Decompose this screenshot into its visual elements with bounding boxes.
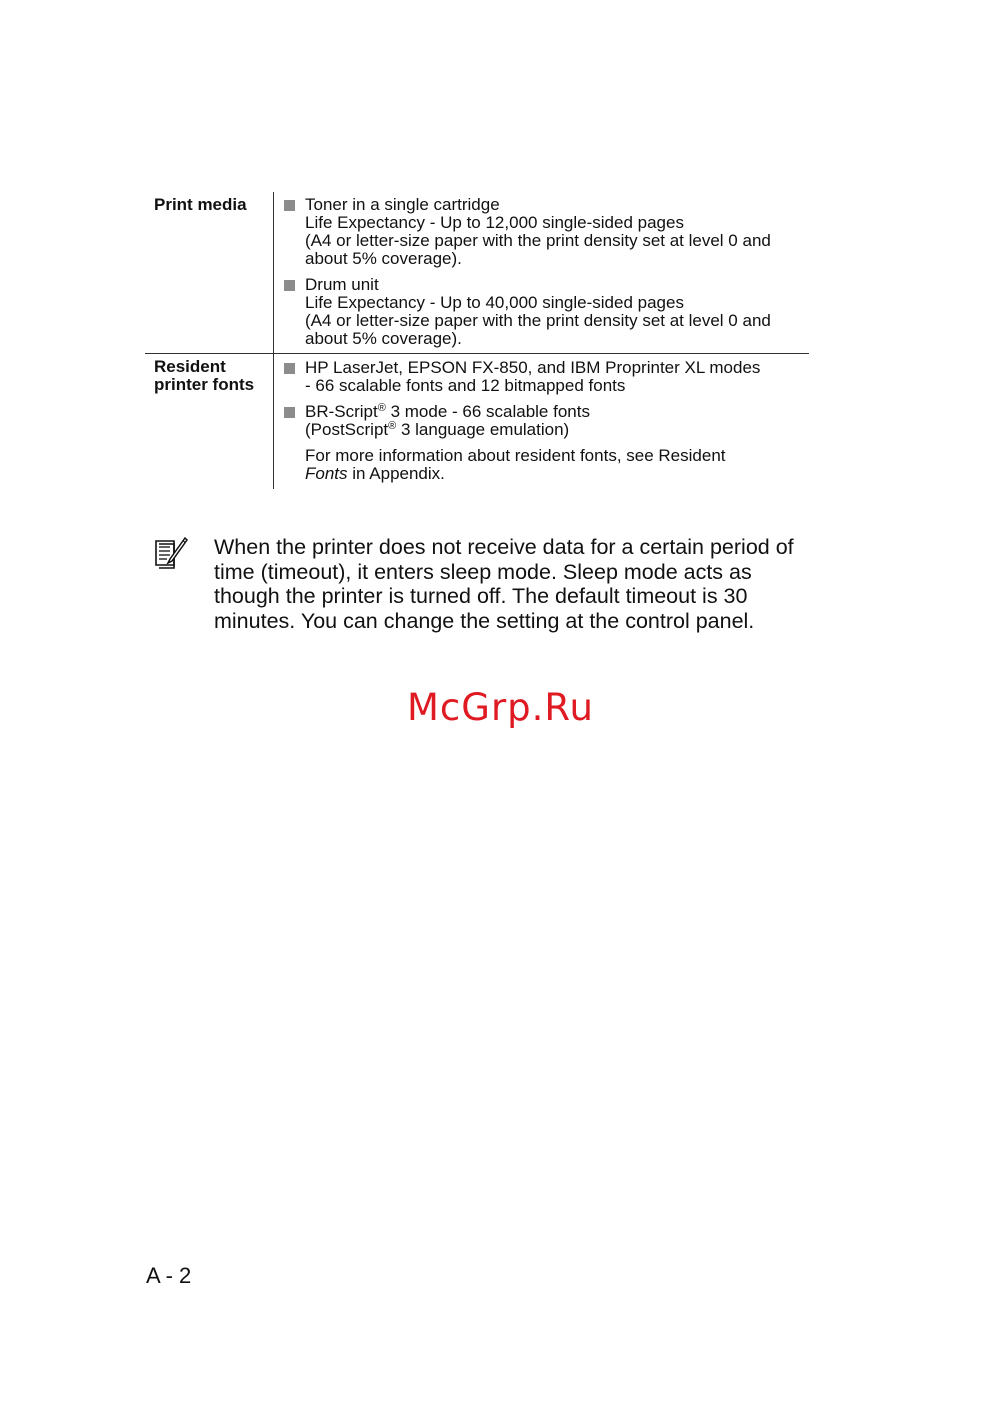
note-text [214,535,824,633]
info-paragraph [282,447,809,483]
bullet-item [282,359,809,395]
note-line: minutes. You can change the setting at the control panel. [214,608,755,633]
bullet-line: (A4 or letter-size paper with the print density set at level 0 and [305,311,771,330]
watermark: McGrp.Ru [407,686,594,729]
bullet-line: BR-Script® 3 mode - 66 scalable fonts [305,402,590,421]
bullet-line: (A4 or letter-size paper with the print density set at level 0 and [305,231,771,250]
bullet-item [282,196,809,268]
square-bullet-icon [284,363,295,374]
row-label-line: Print media [154,195,247,214]
square-bullet-icon [284,280,295,291]
note-line: though the printer is turned off. The default timeout is 30 [214,584,748,608]
spec-row-resident-fonts [145,353,809,489]
note-line: When the printer does not receive data for a certain period of [214,535,794,559]
bullet-line: Drum unit [305,275,379,294]
bullet-line: - 66 scalable fonts and 12 bitmapped fonts [305,376,626,395]
row-content [274,354,809,489]
spec-row-print-media [145,192,809,353]
bullet-line: about 5% coverage). [305,249,462,268]
bullet-item [282,276,809,348]
paragraph-line: Fonts in Appendix. [305,464,445,483]
registered-mark: ® [377,402,386,414]
bullet-line: Toner in a single cartridge [305,195,500,214]
row-label-line: Resident [154,357,226,376]
registered-mark: ® [388,420,397,432]
note-icon [152,535,188,571]
italic-link-text: Fonts [305,464,348,483]
row-label [145,192,274,353]
bullet-line: Life Expectancy - Up to 12,000 single-sided pages [305,213,684,232]
bullet-line: about 5% coverage). [305,329,462,348]
row-label [145,354,274,489]
paragraph-line: For more information about resident fonts, see Resident [305,446,726,465]
bullet-line: Life Expectancy - Up to 40,000 single-sided pages [305,293,684,312]
row-label-line: printer fonts [154,375,255,394]
row-content [274,192,809,353]
note-line: time (timeout), it enters sleep mode. Sleep mode acts as [214,559,752,584]
specification-table [145,192,809,489]
bullet-line: HP LaserJet, EPSON FX-850, and IBM Proprinter XL modes [305,358,761,377]
page-number: A - 2 [146,1263,192,1288]
bullet-line: (PostScript® 3 language emulation) [305,420,570,439]
bullet-item [282,403,809,439]
square-bullet-icon [284,407,295,418]
square-bullet-icon [284,200,295,211]
